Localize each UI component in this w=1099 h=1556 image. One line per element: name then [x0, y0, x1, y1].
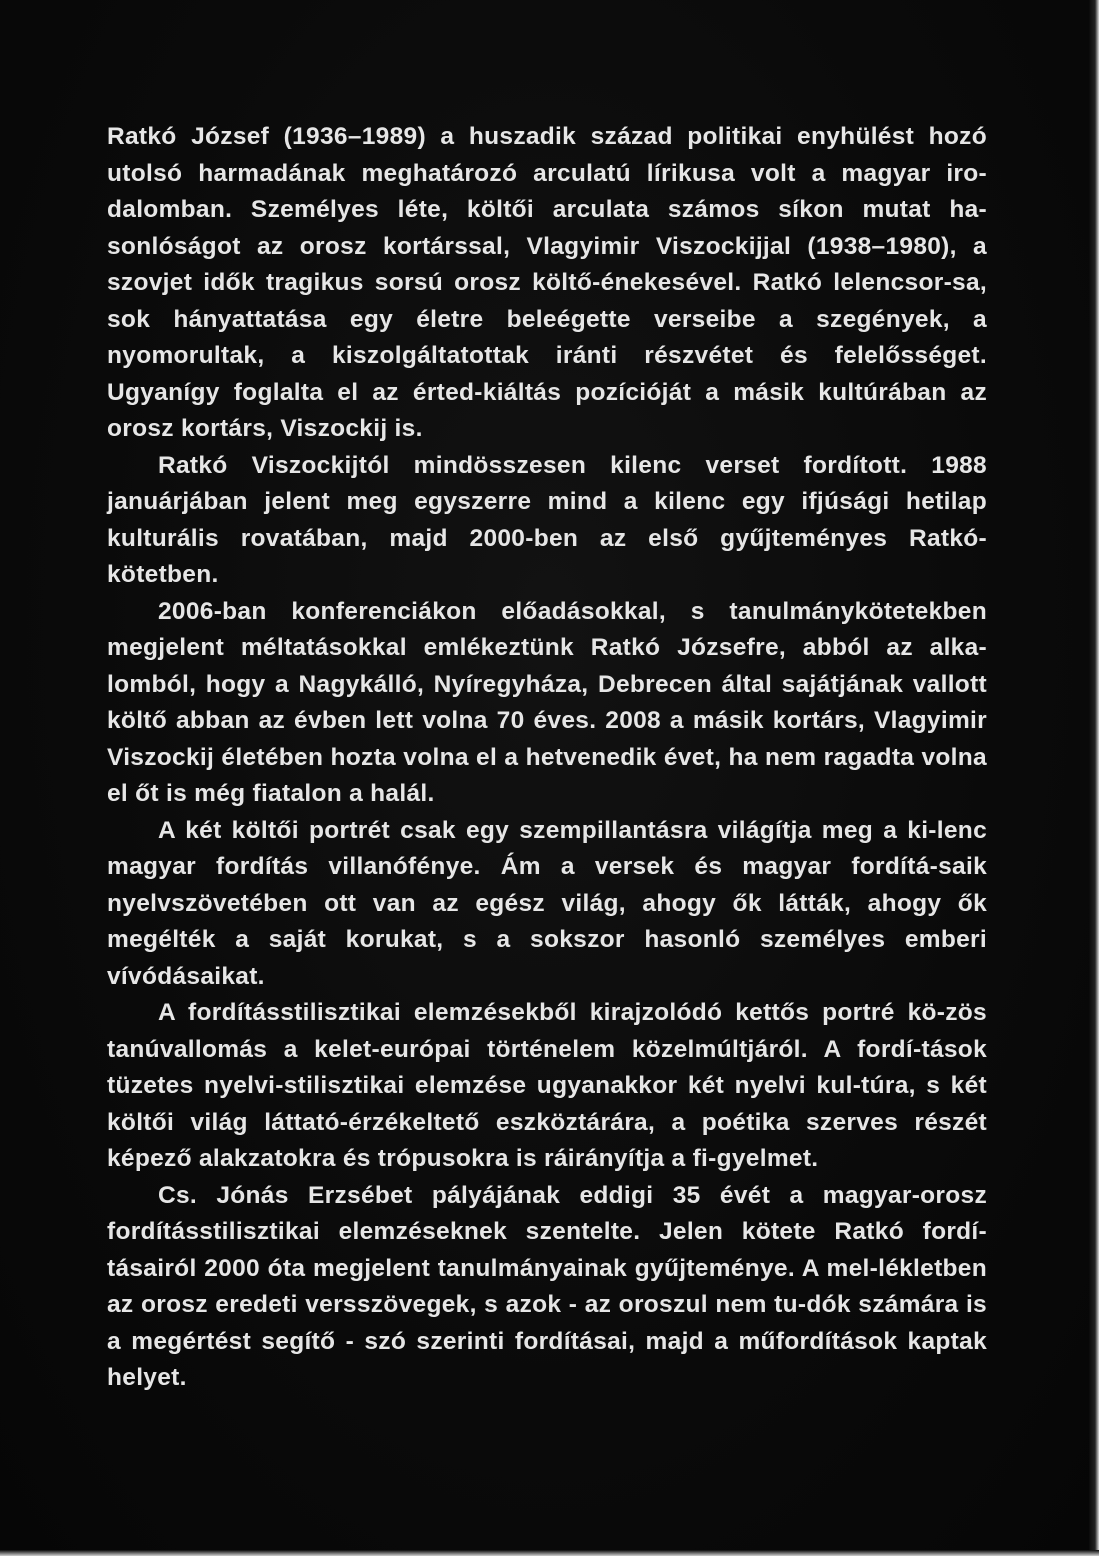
paragraph-stylistics: A fordításstilisztikai elemzésekből kirajzolódó kettős portré kö-zös tanúvallomás a kelet-európai történelem közelmúltjáról. A fordí-tások tüzetes nyelvi-stilisztikai elemzése ugyanakkor két nyelvi kul-túra, s két költői világ láttató-érzékeltető eszköztárára, a poétika szerves részét képező alakzatokra és trópusokra is ráirányítja a fi-gyelmet. — [107, 999, 987, 1172]
blurb-text — [107, 119, 987, 1397]
scan-edge-bottom — [0, 1550, 1099, 1556]
paragraph-anniversary: 2006-ban konferenciákon előadásokkal, s tanulmánykötetekben megjelent méltatásokkal emlékeztünk Ratkó Józsefre, abból az alka-lomból, hogy a Nagykálló, Nyíregyháza, Debrecen által sajátjának vallott költő abban az évben lett volna 70 éves. 2008 a másik kortárs, Vlagyimir Viszockij életében hozta volna el a hetvenedik évet, ha nem ragadta volna el őt is még fiatalon a halál. — [107, 597, 987, 807]
paragraph-intro: Ratkó József (1936–1989) a huszadik század politikai enyhülést hozó utolsó harmadának meghatározó arculatú lírikusa volt a magyar iro-dalomban. Személyes léte, költői arculata számos síkon mutat ha-sonlóságot az orosz kortárssal, Vlagyimir Viszockijjal (1938–1980), a szovjet idők tragikus sorsú orosz költő-énekesével. Ratkó lelencsor-sa, sok hányattatása egy életre beleégette verseibe a szegények, a nyomorultak, a kiszolgáltatottak iránti részvétet és felelősséget. Ugyanígy foglalta el az érted-kiáltás pozícióját a másik kultúrában az orosz kortárs, Viszockij is. — [107, 123, 987, 442]
paragraph-author: Cs. Jónás Erzsébet pályájának eddigi 35 évét a magyar-orosz fordításstilisztikai elemzéseknek szentelte. Jelen kötete Ratkó fordí-tásairól 2000 óta megjelent tanulmányainak gyűjteménye. A mel-lékletben az orosz eredeti versszövegek, s azok - az oroszul nem tu-dók számára is a megértést segítő - szó szerinti fordításai, majd a műfordítások kaptak helyet. — [107, 1181, 987, 1391]
paragraph-portraits: A két költői portrét csak egy szempillantásra világítja meg a ki-lenc magyar fordítás villanófénye. Ám a versek és magyar fordítá-saik nyelvszövetében ott van az egész világ, ahogy ők látták, ahogy ők megélték a saját korukat, s a sokszor hasonló személyes emberi vívódásaikat. — [107, 816, 987, 990]
scan-edge-right — [1089, 0, 1099, 1556]
paragraph-translations: Ratkó Viszockijtól mindösszesen kilenc verset fordított. 1988 januárjában jelent meg egyszerre mind a kilenc egy ifjúsági hetilap kulturális rovatában, majd 2000-ben az első gyűjteményes Ratkó-kötetben. — [107, 451, 987, 588]
